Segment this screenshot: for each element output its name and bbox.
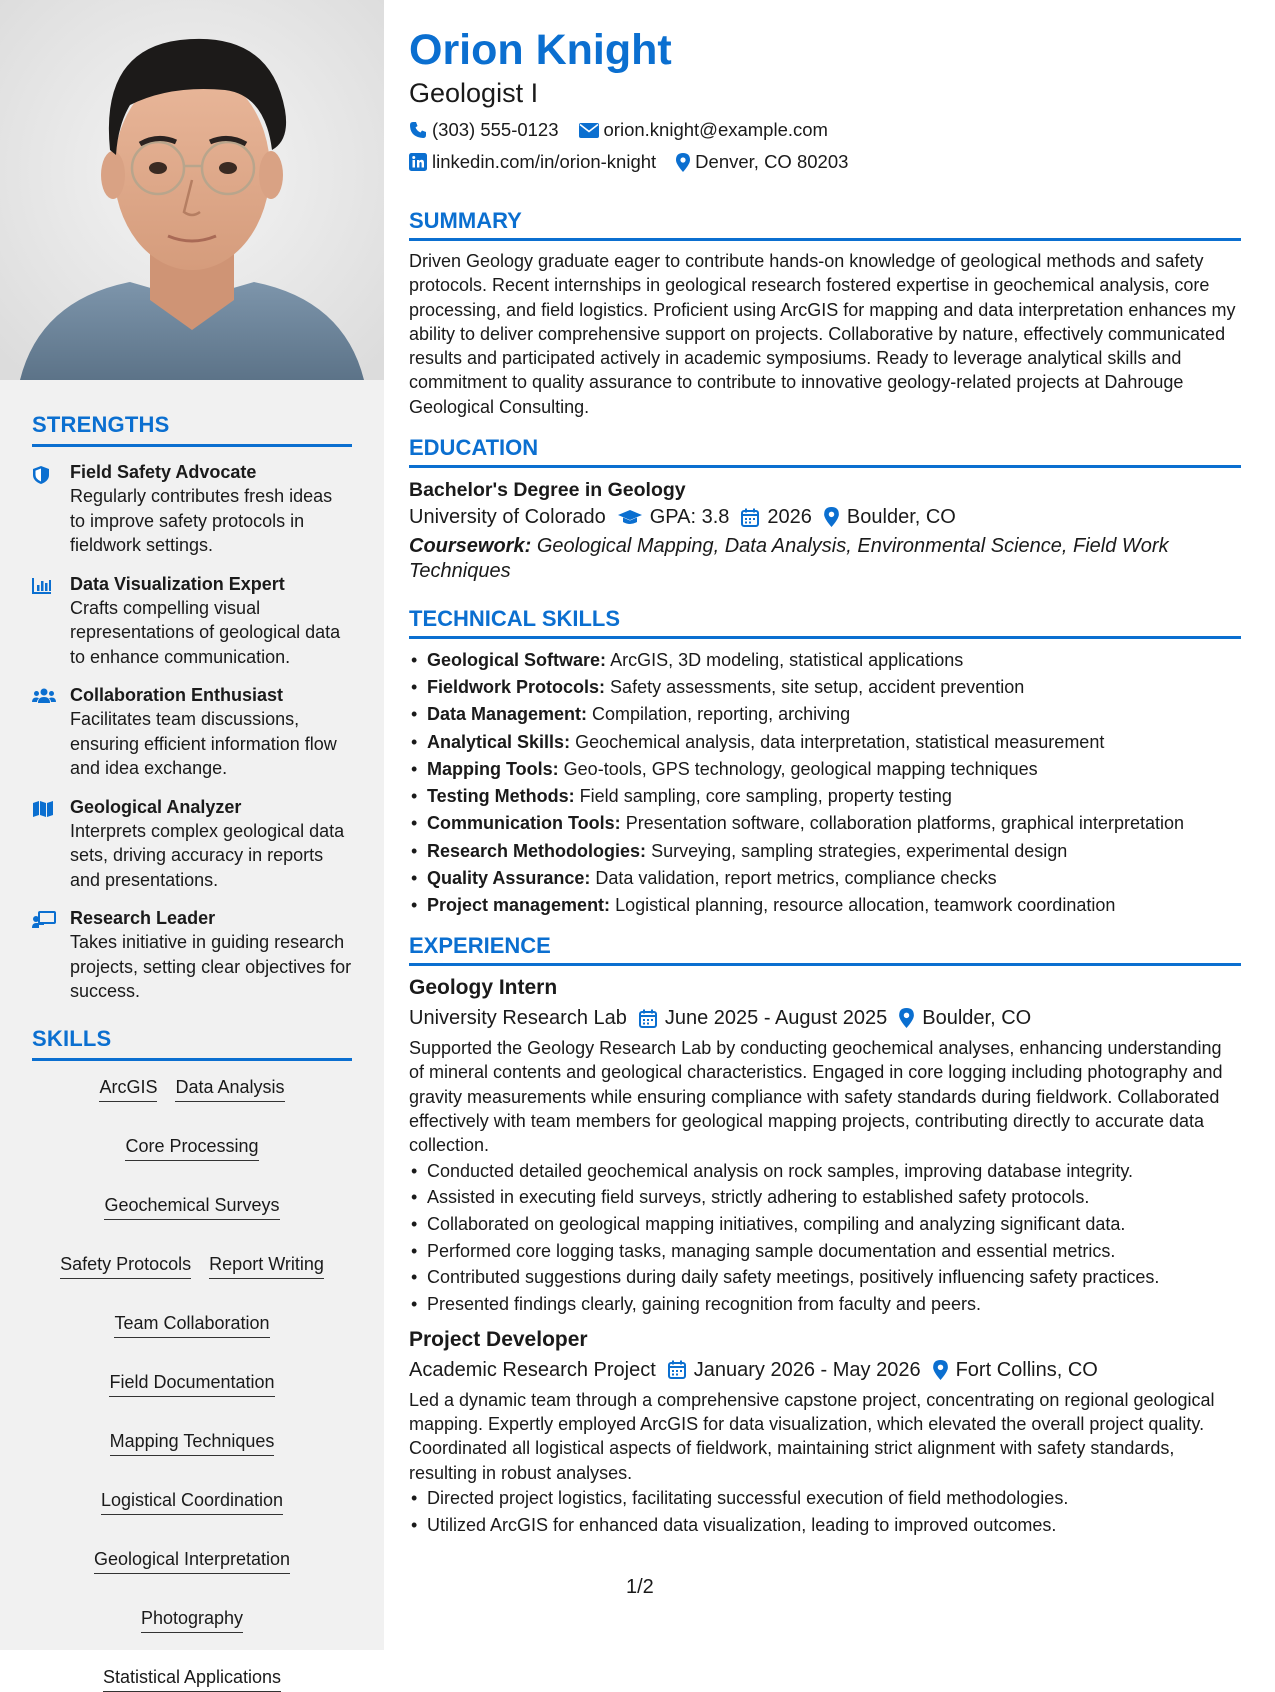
summary-section [409,208,1241,419]
education-meta [409,503,1241,531]
email-text: orion.knight@example.com [603,119,828,140]
strength-item [32,573,352,670]
summary-heading: SUMMARY [409,208,1241,241]
school-name: University of Colorado [409,506,606,529]
coursework-text: Geological Mapping, Data Analysis, Environmental Science, Field Work Techniques [409,535,1169,583]
calendar-icon [639,1009,657,1028]
candidate-role: Geologist I [409,78,539,108]
education-heading: EDUCATION [409,435,1241,468]
strengths-list [32,461,352,1004]
experience-section [409,933,1241,1538]
strength-title: Collaboration Enthusiast [70,685,284,705]
strength-desc: Crafts compelling visual representations of geological data to enhance communication. [70,597,341,667]
strengths-heading: STRENGTHS [32,412,352,447]
degree-title: Bachelor's Degree in Geology [409,479,686,502]
phone-contact[interactable] [409,119,559,141]
map-pin-icon [933,1360,948,1380]
skill-tag: Photography [141,1606,243,1633]
list-item: • Performed core logging tasks, managing sample documentation and essential metrics. [409,1238,1241,1265]
list-item: • Data Management: Compilation, reporting, archiving [409,701,1241,728]
job-org: Academic Research Project [409,1358,656,1381]
list-item: • Quality Assurance: Data validation, report metrics, compliance checks [409,865,1241,892]
linkedin-contact[interactable] [409,151,656,173]
list-item: • Project management: Logistical planning, resource allocation, teamwork coordination [409,892,1241,919]
skill-tag: Safety Protocols [60,1252,191,1279]
skills-heading: SKILLS [32,1026,352,1061]
candidate-name: Orion Knight [409,26,672,74]
linkedin-text: linkedin.com/in/orion-knight [432,151,657,172]
list-item: • Analytical Skills: Geochemical analysis, data interpretation, statistical measurement [409,729,1241,756]
strength-desc: Facilitates team discussions, ensuring efficient information flow and idea exchange. [70,709,337,778]
skill-tag: Team Collaboration [114,1311,269,1338]
strength-item [32,796,352,893]
job-meta [409,1356,1241,1384]
strength-desc: Regularly contributes fresh ideas to improve safety protocols in fieldwork settings. [70,486,333,555]
list-item: • Communication Tools: Presentation software, collaboration platforms, graphical interpretation [409,810,1241,837]
list-item: • Conducted detailed geochemical analysis on rock samples, improving database integrity. [409,1158,1241,1185]
location-text: Denver, CO 80203 [695,151,849,172]
strength-title: Data Visualization Expert [70,573,285,594]
page-number: 1/2 [626,1576,654,1598]
bar-chart-icon [32,573,70,670]
education-section [409,435,1241,584]
location-contact [676,151,848,173]
job-description: Supported the Geology Research Lab by conducting geochemical analyses, enhancing understanding of mineral contents and geological characteristics. Engaged in core logging including photography and gravity measurements while ensuring compliance with safety standards during fieldwork. Collaborated effectively with team members for geological mapping projects, contributing directly to accurate data collection. [409,1038,1223,1156]
technical-skills-heading: TECHNICAL SKILLS [409,606,1241,639]
strength-desc: Interprets complex geological data sets, driving accuracy in reports and presentations. [70,820,345,890]
graduation-year: 2026 [767,506,812,529]
strength-title: Research Leader [70,908,216,928]
list-item: • Directed project logistics, facilitating successful execution of field methodologies. [409,1485,1241,1512]
email-contact[interactable] [579,119,828,141]
list-item: • Contributed suggestions during daily safety meetings, positively influencing safety practices. [409,1264,1241,1291]
calendar-icon [668,1360,686,1379]
skill-tag: Statistical Applications [103,1665,281,1692]
linkedin-icon [409,153,427,171]
job-bullets [409,1485,1241,1538]
skill-tag: ArcGIS [99,1075,157,1102]
map-pin-icon [824,507,839,527]
strength-title: Field Safety Advocate [70,462,257,482]
list-item: • Utilized ArcGIS for enhanced data visualization, leading to improved outcomes. [409,1512,1241,1539]
skill-tag: Report Writing [209,1252,324,1279]
gpa-text: GPA: 3.8 [649,506,730,529]
strength-item [32,907,352,1004]
main-content [409,26,1241,1538]
job-title: Geology Intern [409,976,558,1000]
calendar-icon [741,508,759,527]
contact-row [409,150,1241,174]
skill-tag: Logistical Coordination [101,1488,283,1515]
map-pin-icon [676,153,690,172]
school-location: Boulder, CO [846,506,956,529]
summary-text: Driven Geology graduate eager to contribute hands-on knowledge of geological methods and safety protocols. Recent internships in geological research fostered expertise in geochemical analysis, core processing, and field logistics. Proficient using ArcGIS for mapping and data interpretation enhances my ability to deliver comprehensive support on projects. Collaborative by nature, effectively communicated results and participated actively in academic symposiums. Ready to leverage analytical skills and commitment to quality assurance to contribute to innovative geology-related projects at Dahrouge Geological Consulting. [409,251,1236,417]
skill-tag: Geological Interpretation [94,1547,290,1574]
graduation-cap-icon [618,509,642,526]
list-item: • Collaborated on geological mapping initiatives, compiling and analyzing significant data. [409,1211,1241,1238]
job-meta [409,1004,1241,1032]
skill-tag: Mapping Techniques [110,1429,275,1456]
presentation-icon [32,907,70,1004]
skill-tag: Core Processing [125,1134,258,1161]
list-item: • Mapping Tools: Geo-tools, GPS technology, geological mapping techniques [409,756,1241,783]
strength-item [32,684,352,781]
job-location: Fort Collins, CO [955,1358,1098,1381]
list-item: • Fieldwork Protocols: Safety assessments, site setup, accident prevention [409,674,1241,701]
shield-icon [32,461,70,558]
job-bullets [409,1158,1241,1318]
job-dates: June 2025 - August 2025 [664,1007,888,1030]
job-dates: January 2026 - May 2026 [693,1358,921,1381]
job-description: Led a dynamic team through a comprehensive capstone project, concentrating on regional geological mapping. Expertly employed ArcGIS for data visualization, which elevated the overall project quality. Coordinated all logistical aspects of fieldwork, maintaining strict alignment with safety standards, resulting in robust analyses. [409,1389,1215,1483]
coursework [409,534,1241,584]
phone-icon [409,121,427,139]
profile-photo [0,0,384,380]
experience-heading: EXPERIENCE [409,933,1241,966]
technical-skills-section [409,606,1241,919]
job-entry [409,974,1241,1318]
skills-list [32,1075,352,1692]
envelope-icon [579,123,599,138]
sidebar [0,0,384,1687]
job-location: Boulder, CO [922,1007,1032,1030]
phone-text: (303) 555-0123 [432,119,559,140]
job-org: University Research Lab [409,1007,627,1030]
strength-item [32,461,352,558]
list-item: • Assisted in executing field surveys, strictly adhering to established safety protocols. [409,1184,1241,1211]
strength-desc: Takes initiative in guiding research projects, setting clear objectives for success. [70,932,352,1001]
contact-row [409,118,1241,142]
list-item: • Testing Methods: Field sampling, core sampling, property testing [409,783,1241,810]
map-icon [32,796,70,893]
list-item: • Geological Software: ArcGIS, 3D modeling, statistical applications [409,647,1241,674]
skill-tag: Field Documentation [109,1370,274,1397]
job-entry [409,1326,1241,1539]
list-item: • Presented findings clearly, gaining recognition from faculty and peers. [409,1291,1241,1318]
technical-skills-list [409,647,1241,919]
users-icon [32,684,70,781]
sidebar-content [32,412,352,1692]
coursework-label: Coursework: [409,535,532,558]
skill-tag: Data Analysis [175,1075,284,1102]
strength-title: Geological Analyzer [70,796,242,817]
skill-tag: Geochemical Surveys [104,1193,279,1220]
list-item: • Research Methodologies: Surveying, sampling strategies, experimental design [409,838,1241,865]
map-pin-icon [899,1008,914,1028]
job-title: Project Developer [409,1327,588,1351]
